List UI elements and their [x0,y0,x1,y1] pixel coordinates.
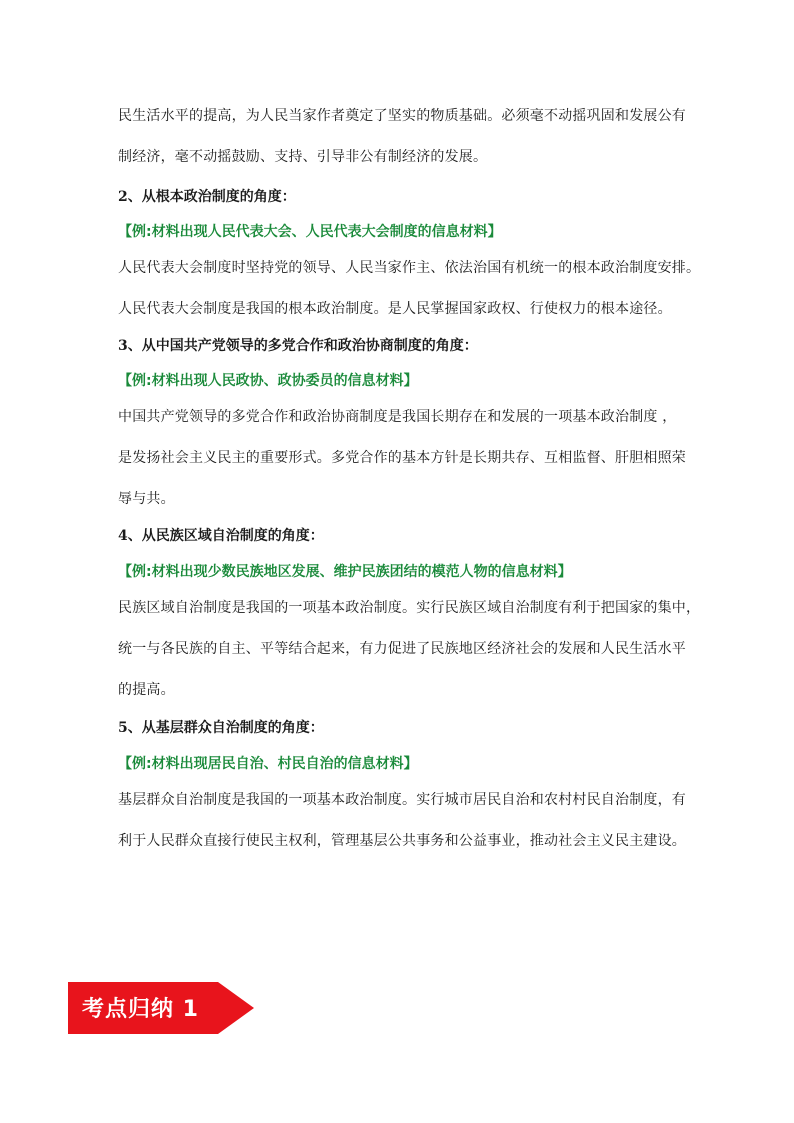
text-line: 制经济，毫不动摇鼓励、支持、引导非公有制经济的发展。 [118,149,488,165]
document-body [118,103,701,855]
example-note: 【例:材料出现人民代表大会、人民代表大会制度的信息材料】 [118,224,502,240]
text-line: 中国共产党领导的多党合作和政治协商制度是我国长期存在和发展的一项基本政治制度 ， [118,409,677,425]
paragraph-public-economy [118,103,688,171]
text-line: 人民代表大会制度时坚持党的领导、人民当家作主、依法治国有机统一的根本政治制度安排。 [118,260,701,276]
example-note: 【例:材料出现人民政协、政协委员的信息材料】 [118,373,418,389]
banner-label: 考点归纳 1 [82,997,199,1022]
text-line: 民生活水平的提高，为人民当家作者奠定了坚实的物质基础。必须毫不动摇巩固和发展公有 [118,108,686,124]
text-line: 民族区域自治制度是我国的一项基本政治制度。实行民族区域自治制度有利于把国家的集中， [118,600,701,616]
example-note: 【例:材料出现居民自治、村民自治的信息材料】 [118,756,418,772]
text-line: 的提高。 [118,682,175,698]
text-line: 统一与各民族的自主、平等结合起来，有力促进了民族地区经济社会的发展和人民生活水平 [118,641,686,657]
paragraph-grassroots-autonomy [118,787,688,855]
paragraph-ethnic-autonomy [118,595,701,704]
key-points-banner [68,982,254,1034]
section-heading: 5、从基层群众自治制度的角度： [118,720,324,736]
text-line: 基层群众自治制度是我国的一项基本政治制度。实行城市居民自治和农村村民自治制度，有 [118,792,686,808]
section-heading: 4、从民族区域自治制度的角度： [118,528,324,544]
paragraph-multiparty-cooperation [118,404,688,513]
section-heading: 2、从根本政治制度的角度： [118,189,296,205]
paragraph-people-congress [118,255,701,323]
text-line: 利于人民群众直接行使民主权利，管理基层公共事务和公益事业，推动社会主义民主建设。 [118,833,686,849]
text-line: 是发扬社会主义民主的重要形式。多党合作的基本方针是长期共存、互相监督、肝胆相照荣 [118,450,686,466]
text-line: 人民代表大会制度是我国的根本政治制度。是人民掌握国家政权、行使权力的根本途径。 [118,301,672,317]
example-note: 【例:材料出现少数民族地区发展、维护民族团结的模范人物的信息材料】 [118,564,572,580]
section-heading: 3、从中国共产党领导的多党合作和政治协商制度的角度： [118,338,478,354]
text-line: 辱与共。 [118,491,175,507]
